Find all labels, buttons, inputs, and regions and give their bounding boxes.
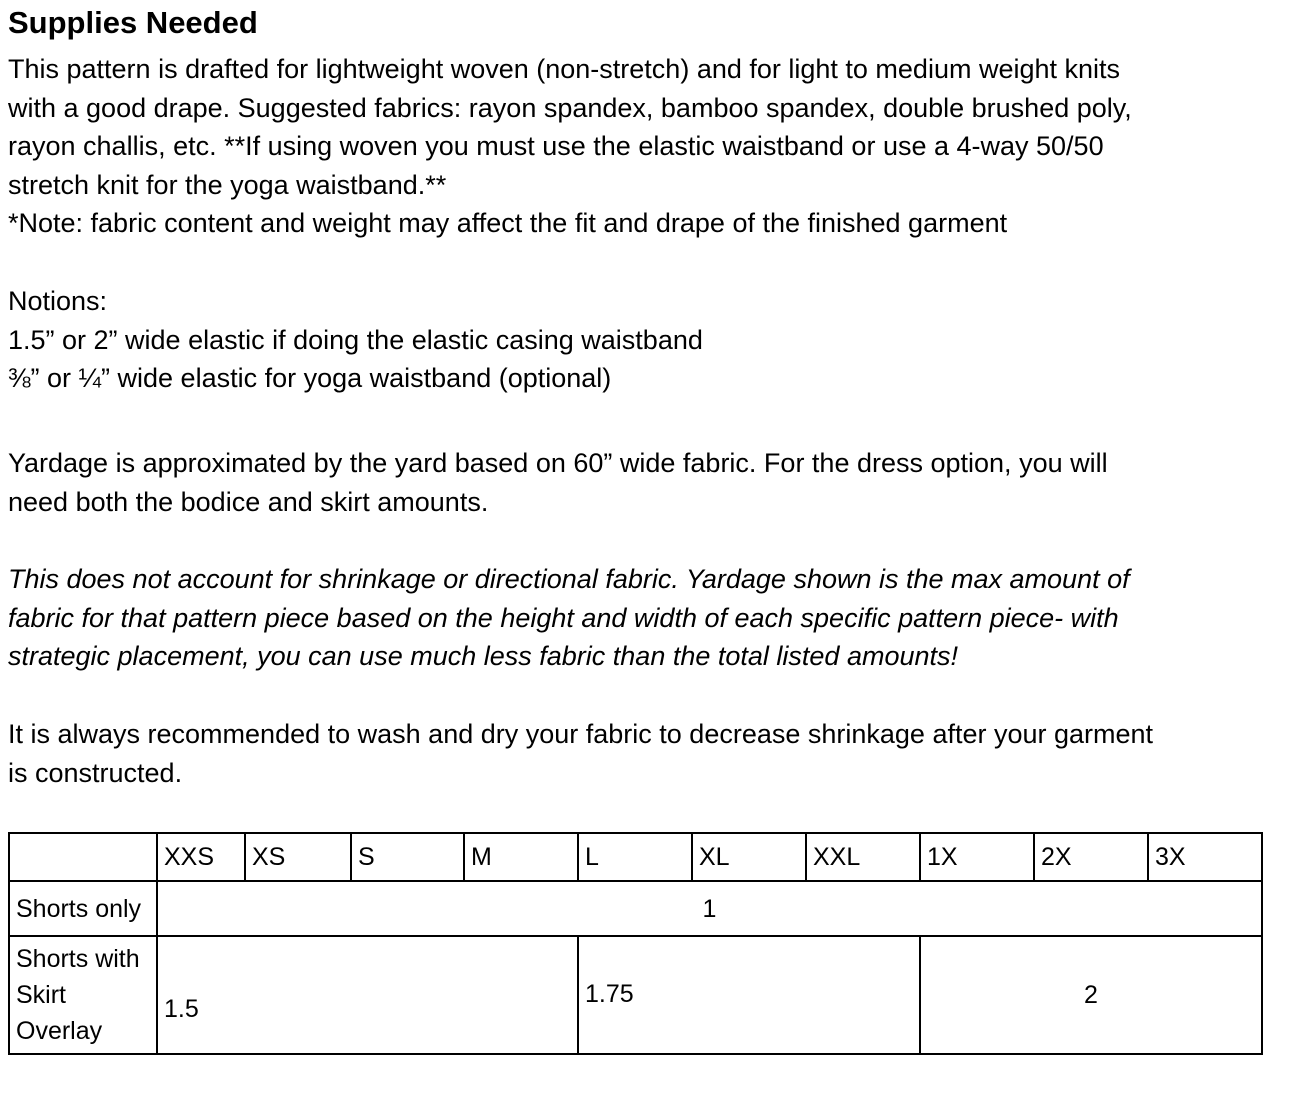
- yardage-line: need both the bodice and skirt amounts.: [8, 486, 489, 517]
- notions-section: [8, 282, 703, 398]
- fabric-note-line: *Note: fabric content and weight may affect the fit and drape of the finished garment: [8, 208, 1008, 239]
- fabric-line: This pattern is drafted for lightweight woven (non-stretch) and for light to medium weight knits: [8, 54, 1121, 84]
- size-header: S: [351, 833, 464, 881]
- size-header: XXL: [806, 833, 920, 881]
- shrinkage-line: strategic placement, you can use much less fabric than the total listed amounts!: [8, 641, 958, 672]
- yardage-line: Yardage is approximated by the yard based on 60” wide fabric. For the dress option, you will: [8, 448, 1108, 478]
- fabric-line: with a good drape. Suggested fabrics: rayon spandex, bamboo spandex, double brushed poly,: [8, 92, 1132, 123]
- row-label-line: Overlay: [16, 1017, 103, 1045]
- notion-item: ⅜” or ¼” wide elastic for yoga waistband (optional): [8, 363, 612, 394]
- notions-heading: Notions:: [8, 286, 108, 316]
- wash-line: is constructed.: [8, 757, 183, 788]
- shorts-skirt-yardage-medium: 1.75: [578, 936, 920, 1054]
- shrinkage-line: This does not account for shrinkage or directional fabric. Yardage shown is the max amount of: [8, 564, 1130, 594]
- row-label-shorts-skirt: [9, 936, 157, 1054]
- fabric-line: stretch knit for the yoga waistband.**: [8, 169, 447, 200]
- shorts-only-yardage: 1: [157, 881, 1262, 936]
- fabric-line: rayon challis, etc. **If using woven you must use the elastic waistband or use a 4-way 50/50: [8, 131, 1104, 162]
- size-header: XL: [692, 833, 806, 881]
- row-label-line: Skirt: [16, 981, 66, 1009]
- row-label-shorts-only: Shorts only: [9, 881, 157, 936]
- wash-line: It is always recommended to wash and dry your fabric to decrease shrinkage after your garment: [8, 719, 1154, 749]
- notion-item: 1.5” or 2” wide elastic if doing the elastic casing waistband: [8, 324, 703, 355]
- size-header: 2X: [1034, 833, 1148, 881]
- yardage-description: [8, 444, 1108, 521]
- shrinkage-line: fabric for that pattern piece based on the height and width of each specific pattern piece- with: [8, 602, 1119, 633]
- shrinkage-disclaimer: [8, 560, 1130, 676]
- wash-recommendation: [8, 715, 1153, 792]
- size-header: 3X: [1148, 833, 1262, 881]
- yardage-table: [8, 832, 1263, 1055]
- table-header-row: [9, 833, 1262, 881]
- size-header: M: [464, 833, 578, 881]
- table-row-shorts-skirt: [9, 936, 1262, 1054]
- table-row-shorts-only: [9, 881, 1262, 936]
- size-header: XXS: [157, 833, 245, 881]
- shorts-skirt-yardage-small: 1.5: [157, 936, 578, 1054]
- fabric-description: [8, 50, 1132, 243]
- size-header: XS: [245, 833, 351, 881]
- page-title: Supplies Needed: [8, 5, 258, 40]
- row-label-line: Shorts with: [16, 945, 140, 973]
- size-header: 1X: [920, 833, 1034, 881]
- shorts-skirt-yardage-plus: 2: [920, 936, 1262, 1054]
- header-empty-cell: [9, 833, 157, 881]
- size-header: L: [578, 833, 692, 881]
